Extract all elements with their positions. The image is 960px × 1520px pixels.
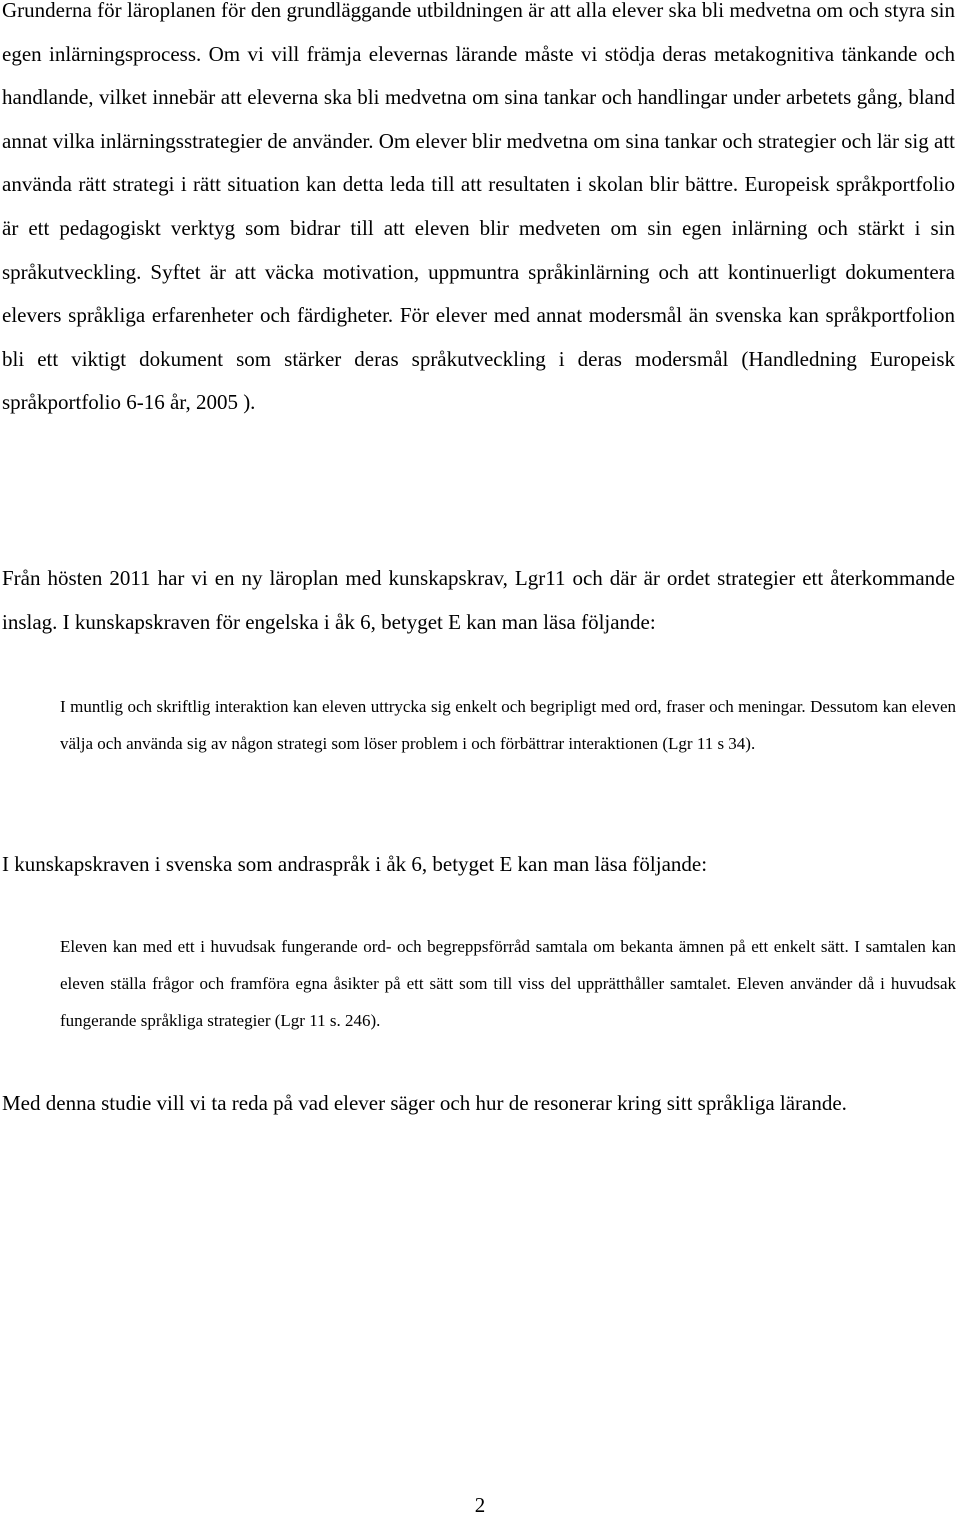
page-number: 2 [474, 1493, 486, 1517]
body-paragraph: Grunderna för läroplanen för den grundläggande utbildningen är att alla elever ska bli medvetna om och styra sin egen inlärningsprocess. Om vi vill främja elevernas lärande måste vi stödja deras metakognitiva tänkande och handlande, vilket innebär att eleverna ska bli medvetna om sina tankar och handlingar under arbetets gång, bland annat vilka inlärningsstrategier de använder. Om elever blir medvetna om sina tankar och strategier och lär sig att använda rätt strategi i rätt situation kan detta leda till att resultaten i skolan blir bättre. Europeisk språkportfolio är ett pedagogiskt verktyg som bidrar till att eleven blir medveten om sin egen inlärning och stärkt i sin språkutveckling. Syftet är att väcka motivation, uppmuntra språkinlärning och att kontinuerligt dokumentera elevers språkliga erfarenheter och färdigheter. För elever med annat modersmål än svenska kan språkportfolion bli ett viktigt dokument som stärker deras språkutveckling i deras modersmål (Handledning Europeisk språkportfolio 6-16 år, 2005 ). [2, 0, 955, 415]
block-quote: Eleven kan med ett i huvudsak fungerande ord- och begreppsförråd samtala om bekanta ämnen på ett enkelt sätt. I samtalen kan eleven ställa frågor och framföra egna åsikter på ett sätt som till viss del upprätthåller samtalet. Eleven använder då i huvudsak fungerande språkliga strategier (Lgr 11 s. 246). [60, 937, 956, 1030]
body-paragraph: I kunskapskraven i svenska som andraspråk i åk 6, betyget E kan man läsa följande: [2, 852, 708, 876]
block-quote: I muntlig och skriftlig interaktion kan eleven uttrycka sig enkelt och begripligt med ord, fraser och meningar. Dessutom kan eleven välja och använda sig av någon strategi som löser problem i och förbättrar interaktionen (Lgr 11 s 34). [60, 697, 956, 753]
body-paragraph: Med denna studie vill vi ta reda på vad elever säger och hur de resonerar kring sitt språkliga lärande. [2, 1091, 847, 1115]
body-paragraph: Från hösten 2011 har vi en ny läroplan med kunskapskrav, Lgr11 och där är ordet strategier ett återkommande inslag. I kunskapskraven för engelska i åk 6, betyget E kan man läsa följande: [2, 566, 955, 634]
